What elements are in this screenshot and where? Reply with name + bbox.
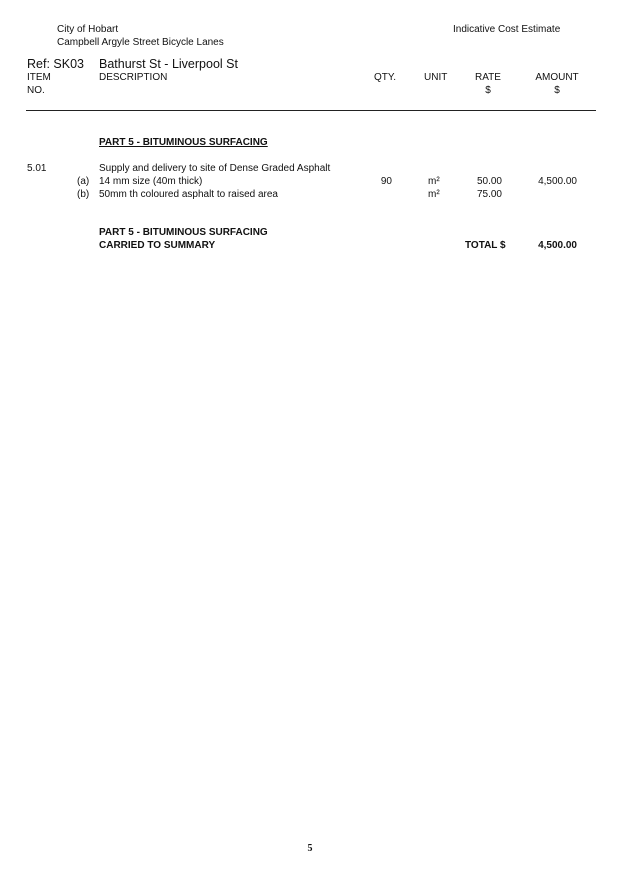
header-divider [26,110,596,111]
sub-item-letter: (b) [77,189,90,200]
sub-item-unit: m² [428,176,440,187]
column-header-amount-currency: $ [554,85,560,96]
column-header-description: DESCRIPTION [99,72,168,83]
sub-item-description: 14 mm size (40m thick) [99,176,203,187]
total-label: TOTAL $ [465,240,506,251]
item-number: 5.01 [27,163,47,174]
page-number: 5 [307,843,313,854]
project-name: Campbell Argyle Street Bicycle Lanes [57,37,224,48]
column-header-unit: UNIT [424,72,448,83]
reference-location: Bathurst St - Liverpool St [99,57,238,71]
sub-item-description: 50mm th coloured asphalt to raised area [99,189,278,200]
sub-item-amount: 4,500.00 [538,176,577,187]
column-header-qty: QTY. [374,72,397,83]
sub-item-unit: m² [428,189,440,200]
org-name: City of Hobart [57,24,119,35]
column-header-item: ITEM [27,72,51,83]
column-header-item-no: NO. [27,85,45,96]
sub-item-rate: 75.00 [476,189,502,200]
reference-code: Ref: SK03 [27,57,84,71]
section-title: PART 5 - BITUMINOUS SURFACING [99,137,268,148]
summary-title: PART 5 - BITUMINOUS SURFACING [99,227,268,238]
sub-item-rate: 50.00 [476,176,502,187]
sub-item-letter: (a) [77,176,90,187]
column-header-rate-currency: $ [485,85,491,96]
item-description: Supply and delivery to site of Dense Graded Asphalt [99,163,331,174]
column-header-amount: AMOUNT [535,72,579,83]
summary-carried: CARRIED TO SUMMARY [99,240,216,251]
sub-item-qty: 90 [380,176,392,187]
total-amount: 4,500.00 [538,240,577,251]
column-header-rate: RATE [475,72,501,83]
document-type: Indicative Cost Estimate [453,24,561,35]
